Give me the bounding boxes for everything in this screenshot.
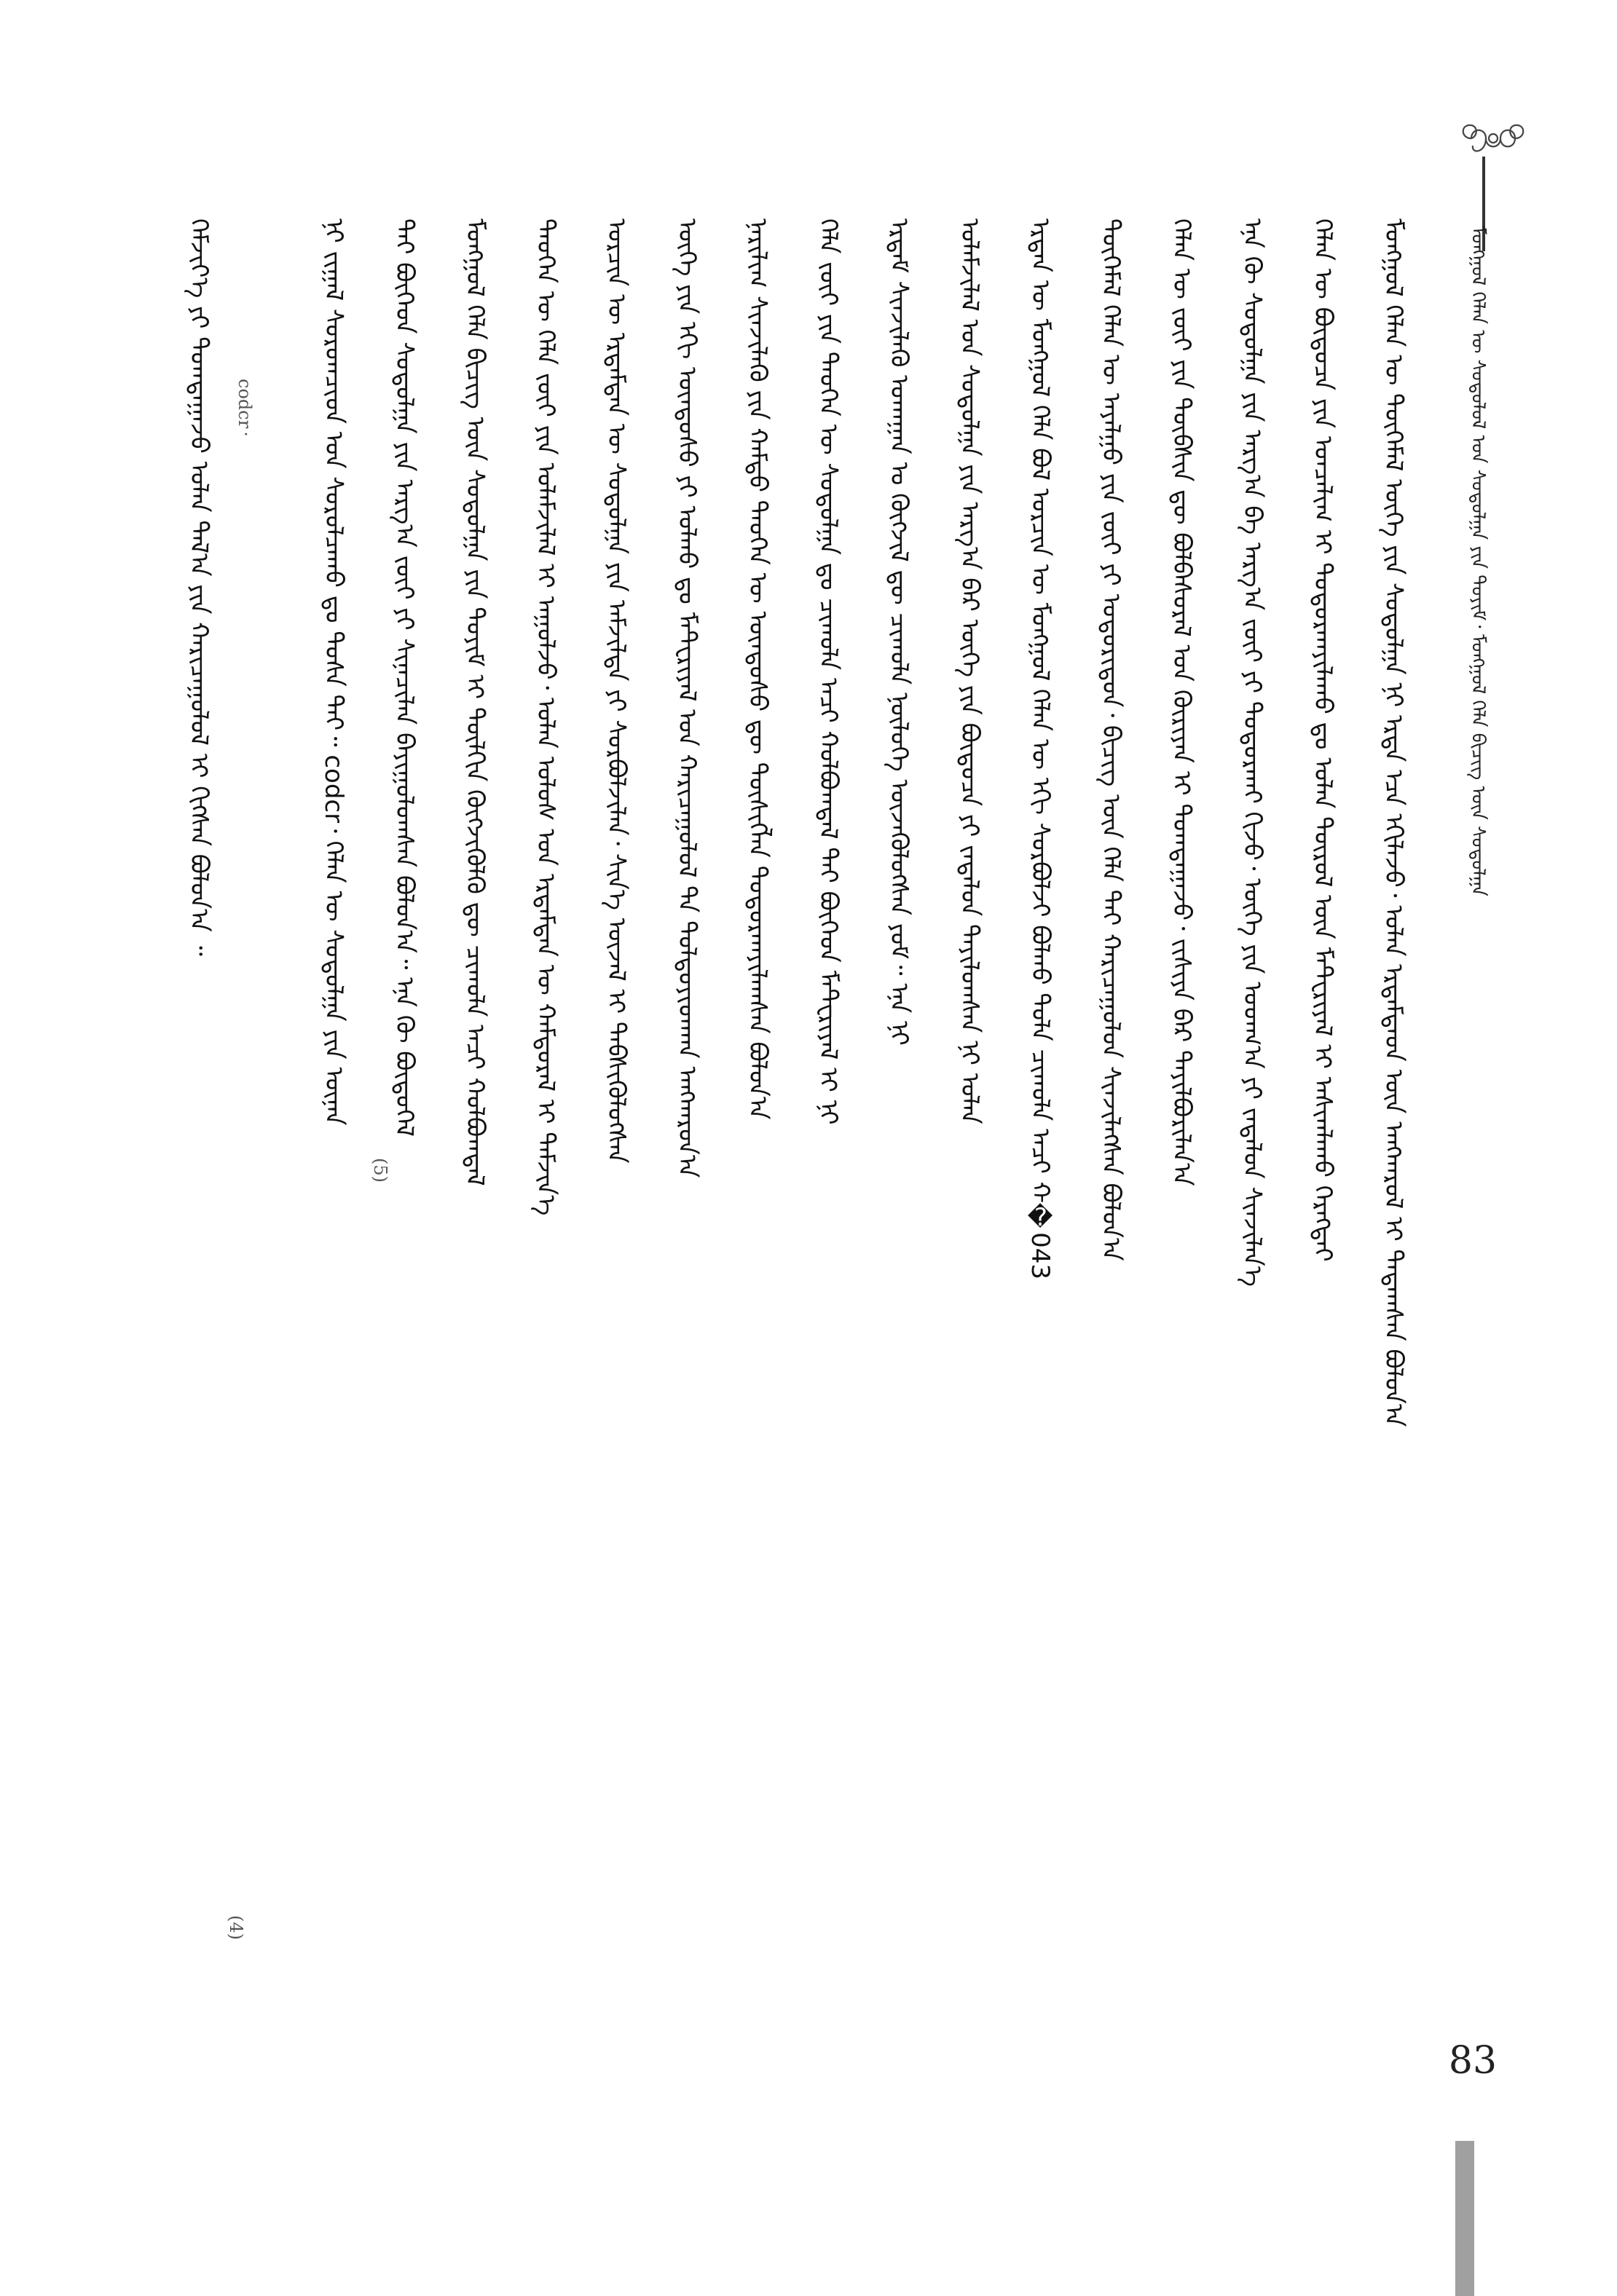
text-line: ᠤᠯᠠᠮᠵᠢᠯᠠᠯ ᠤᠨ ᠰᠤᠳᠤᠯᠭᠠ ᠶᠢᠨ ᠠᠷᠭ᠎ᠠ ᠪᠠᠷ ᠦᠭᠡ ᠶᠢᠨ ᠪᠦᠲᠦᠴᠡ ᠶᠢ ᠵᠠᠳᠠᠯᠤᠨ ᠲᠠᠶᠢᠯᠤᠭᠰᠠᠨ ᠨᠢ ᠣᠯᠠᠨ [955, 218, 984, 1124]
body-text [182, 218, 1413, 1966]
thumb-tab [1455, 2141, 1474, 2296]
text-line: ᠬᠡᠯᠡ ᠵᠦᠢ ᠶᠢᠨ ᠲᠡᠦᠬᠡᠨ ᠦ ᠰᠤᠳᠤᠯᠭᠠ ᠳᠤ ᠴᠢᠬᠤᠯᠠ ᠠᠴᠢ ᠬᠣᠯᠪᠤᠭᠳᠠᠯ ᠲᠠᠢ ᠪᠥᠭᠡᠳ ᠮᠠᠲ᠋ᠧᠷᠢᠶᠠᠯ ᠢ ᠨᠢ [814, 218, 843, 1125]
text-line: ᠨᠠᠷᠢᠯᠢᠭ ᠰᠢᠨᠵᠢᠯᠡᠬᠦ ᠶᠢᠨ ᠬᠠᠮᠲᠤ ᠲᠡᠦᠬᠡᠨ ᠦ ᠦᠨᠳᠦᠰᠦ ᠳᠦ ᠲᠦᠰᠢᠭᠯᠡᠨ ᠲᠣᠳᠣᠷᠬᠠᠶᠢᠯᠠᠭᠰᠠᠨ ᠪᠣᠯᠤᠨ᠎ᠠ [743, 218, 772, 1120]
text-line: ᠲᠡᠦᠬᠡᠨ ᠦ ᠬᠡᠯᠡ ᠵᠦᠢ ᠶᠢᠨ ᠤᠯᠠᠮᠵᠢᠯᠠᠯ ᠢ ᠠᠭᠤᠯᠵᠤ᠂ ᠣᠯᠠᠨ ᠤᠯᠤᠰ ᠤᠨ ᠡᠷᠳᠡᠮᠲᠡᠨ ᠦ ᠬᠠᠮᠲᠤᠷᠠᠯ ᠢ ᠳᠡᠮᠵᠢᠨ᠎ᠡ [531, 218, 560, 1216]
text-line: ᠨᠢ ᠵᠢᠭᠠᠯ ᠰᠤᠷᠤᠭᠴᠢᠳ ᠤᠨ ᠰᠤᠷᠤᠯᠴᠠᠬᠤ ᠳᠤ ᠲᠤᠰᠠ ᠲᠠᠢ᠃ codcr᠂ ᠬᠡᠯᠡᠨ ᠦ ᠰᠤᠳᠤᠯᠭᠠ ᠶᠢᠨ ᠦᠨᠡᠨ [319, 218, 348, 1126]
text-line: ᠮᠣᠩᠭᠣᠯ ᠬᠡᠯᠡᠨ ᠦ ᠲᠦᠭᠡᠮᠡᠯ ᠦᠭᠡ ᠶᠢᠨ ᠰᠤᠳᠤᠯᠭᠠ ᠨᠢ ᠡᠷᠲᠡ ᠡᠴᠡ ᠡᠬᠢᠯᠡᠵᠦ᠂ ᠣᠯᠠᠨ ᠡᠷᠳᠡᠮᠲᠡᠳ ᠦᠨ ᠠᠩᠬᠠᠷᠤᠯ ᠢ ᠲᠠᠲᠠᠭᠰᠠᠨ ᠪᠣᠯᠤᠨ᠎ᠠ [1379, 218, 1408, 1427]
text-line: ᠮᠣᠩᠭᠣᠯ ᠬᠡᠯᠡ ᠪᠢᠴᠢᠭ ᠦᠨ ᠰᠤᠳᠤᠯᠭᠠ ᠶᠢᠨ ᠲᠤᠶᠢᠮ ᠢ ᠲᠦᠯᠬᠢᠨ ᠬᠥᠭᠵᠢᠭᠦᠯᠬᠦ ᠳᠦ ᠴᠢᠬᠤᠯᠠ ᠠᠴᠢ ᠬᠣᠯᠪᠣᠭᠳᠠᠯ [460, 218, 489, 1186]
text-line: ᠬᠡᠮᠵᠢᠶ᠎ᠡ ᠶᠢ ᠲᠤᠭᠲᠠᠭᠠᠵᠤ ᠣᠯᠠᠨ ᠲᠠᠯ᠎ᠠ ᠶᠢᠨ ᠬᠠᠷᠢᠴᠠᠭᠤᠯᠤᠯ ᠢ ᠬᠢᠭᠰᠡᠨ ᠪᠣᠯᠤᠨ᠎ᠠ ᠃ [184, 218, 213, 956]
running-header [1457, 226, 1508, 1791]
text-line: ᠡᠷᠲᠡᠨ ᠦ ᠮᠣᠩᠭᠣᠯ ᠬᠡᠯᠡ ᠪᠣᠯ ᠣᠷᠴᠢᠨ ᠦ ᠮᠣᠩᠭᠣᠯ ᠬᠡᠯᠡᠨ ᠦ ᠡᠬᠢ ᠰᠤᠷᠪᠤᠯᠵᠢ ᠪᠣᠯᠬᠤ ᠲᠤᠯᠠ ᠴᠢᠬᠤᠯᠠ ᠠᠴᠢ ᠬ�043 [1026, 218, 1055, 1279]
running-header-text: ᠮᠣᠩᠭᠣᠯ ᠬᠡᠯᠡᠨ ᠦ ᠰᠤᠳᠤᠯᠤᠯ ᠤᠨ ᠰᠤᠳᠤᠯᠭᠠ ᠶᠢᠨ ᠲᠤᠶᠢᠮ᠂ ᠮᠣᠩᠭᠣᠯ ᠬᠡᠯᠡ ᠪᠢᠴᠢᠭ ᠦᠨ ᠰᠤᠳᠤᠯᠭᠠ [1467, 226, 1489, 896]
text-line: ᠲᠠᠢ ᠪᠥᠭᠡᠳ ᠰᠤᠳᠤᠯᠭᠠ ᠶᠢᠨ ᠠᠷᠭ᠎ᠠ ᠵᠦᠢ ᠶᠢ ᠰᠢᠨᠡᠴᠢᠯᠡᠨ ᠪᠠᠶᠢᠭᠤᠯᠤᠭᠰᠠᠨ ᠪᠣᠯᠤᠨ᠎ᠠ᠃ ᠡᠨᠡ ᠬᠦ ᠪᠦᠲᠦᠭᠡᠯ [390, 218, 419, 1137]
footnote-marker-5: (5) [370, 1158, 390, 1183]
ornament-icon [1457, 109, 1537, 167]
text-line: ᠡᠷᠳᠡᠮ ᠰᠢᠨᠵᠢᠯᠡᠬᠦ ᠤᠬᠠᠭᠠᠨ ᠤ ᠬᠥᠭᠵᠢᠯ ᠳᠦ ᠴᠢᠬᠤᠯᠠ ᠨᠥᠯᠦᠭᠡ ᠦᠵᠡᠭᠦᠯᠦᠭᠰᠡᠨ ᠶᠤᠮ᠃ ᠡᠨᠡ ᠨᠢ [884, 218, 913, 1046]
page-number: 83 [1448, 2039, 1498, 2083]
footnote-marker-4: (4) [226, 1915, 246, 1940]
latin-inline-text: codcr᠂ [235, 379, 255, 435]
text-line: ᠣᠷᠴᠢᠨ ᠦ ᠡᠷᠳᠡᠮᠲᠡᠨ ᠦ ᠰᠤᠳᠤᠯᠭᠠ ᠶᠢᠨ ᠠᠮᠵᠢᠯᠲᠠ ᠶᠢ ᠰᠤᠷᠪᠤᠯᠵᠢᠯᠠᠨ᠂ ᠰᠢᠨ᠎ᠡ ᠦᠵᠡᠯ ᠢ ᠳᠡᠪᠰᠢᠭᠦᠯᠦᠭᠰᠡᠨ [602, 218, 631, 1164]
text-line: ᠦᠭᠡ ᠶᠢᠨ ᠡᠬᠢ ᠦᠨᠳᠦᠰᠦ ᠶᠢ ᠣᠯᠬᠤ ᠳᠤ ᠮᠠᠲ᠋ᠧᠷᠢᠶᠠᠯ ᠤᠨ ᠬᠠᠷᠢᠴᠠᠭᠤᠯᠤᠯ ᠲᠠ ᠳᠤᠯᠳᠤᠶᠢᠳᠬᠠᠨ ᠠᠩᠬᠠᠷᠤᠨ᠎ᠠ [672, 218, 701, 1178]
text-line: ᠬᠡᠯᠡᠨ ᠦ ᠪᠦᠲᠦᠴᠡ ᠶᠢᠨ ᠣᠨᠴᠠᠯᠢᠭ ᠢ ᠲᠣᠳᠣᠷᠬᠠᠶᠢᠯᠠᠬᠤ ᠳᠤ ᠣᠯᠠᠨ ᠲᠦᠷᠦᠯ ᠦᠨ ᠮᠠᠲ᠋ᠧᠷᠢᠶᠠᠯ ᠢ ᠠᠰᠢᠭᠯᠠᠬᠤ ᠬᠡᠷᠡᠭᠲᠡᠢ [1308, 218, 1337, 1262]
text-line: ᠲᠦᠭᠡᠮᠡᠯ ᠬᠡᠯᠡᠨ ᠦ ᠠᠶᠠᠯᠭᠤ ᠶᠢᠨ ᠵᠦᠢ ᠶᠢ ᠤᠳᠤᠷᠢᠳᠤᠨ᠂ ᠪᠢᠴᠢᠭ ᠦᠨ ᠬᠡᠯᠡ ᠲᠡᠢ ᠬᠠᠷᠢᠴᠠᠭᠤᠯᠤᠨ ᠰᠢᠨᠵᠢᠯᠡᠭᠰᠡᠨ ᠪᠣᠯᠤᠨ᠎ᠠ [1096, 218, 1125, 1261]
text-line: ᠬᠡᠯᠡᠨ ᠦ ᠵᠦᠢ ᠶᠢᠨ ᠲᠦᠪᠰᠢᠨ ᠳᠦ ᠪᠣᠯᠪᠠᠰᠤᠷᠠᠯ ᠤᠨ ᠬᠦᠷᠢᠶᠡᠨ ᠢ ᠲᠣᠭᠲᠠᠭᠠᠵᠤ᠂ ᠵᠢᠱᠢᠶᠡ ᠪᠠᠷ ᠲᠠᠶᠢᠯᠪᠤᠷᠢᠯᠠᠨ᠎ᠠ [1167, 218, 1196, 1186]
text-line: ᠡᠨᠡ ᠬᠦ ᠰᠤᠳᠤᠯᠭᠠ ᠶᠢᠨ ᠠᠷᠭ᠎ᠠ ᠪᠠ ᠠᠷᠭ᠎ᠠ ᠵᠦᠢ ᠶᠢ ᠲᠣᠳᠤᠷᠬᠠᠢ ᠬᠢᠵᠦ᠂ ᠦᠭᠡ ᠶᠢᠨ ᠤᠳᠬ᠎ᠠ ᠶᠢ ᠵᠠᠳᠠᠯᠤᠨ ᠰᠢᠨᠵᠢᠯᠡᠨ᠎ᠡ [1238, 218, 1267, 1287]
